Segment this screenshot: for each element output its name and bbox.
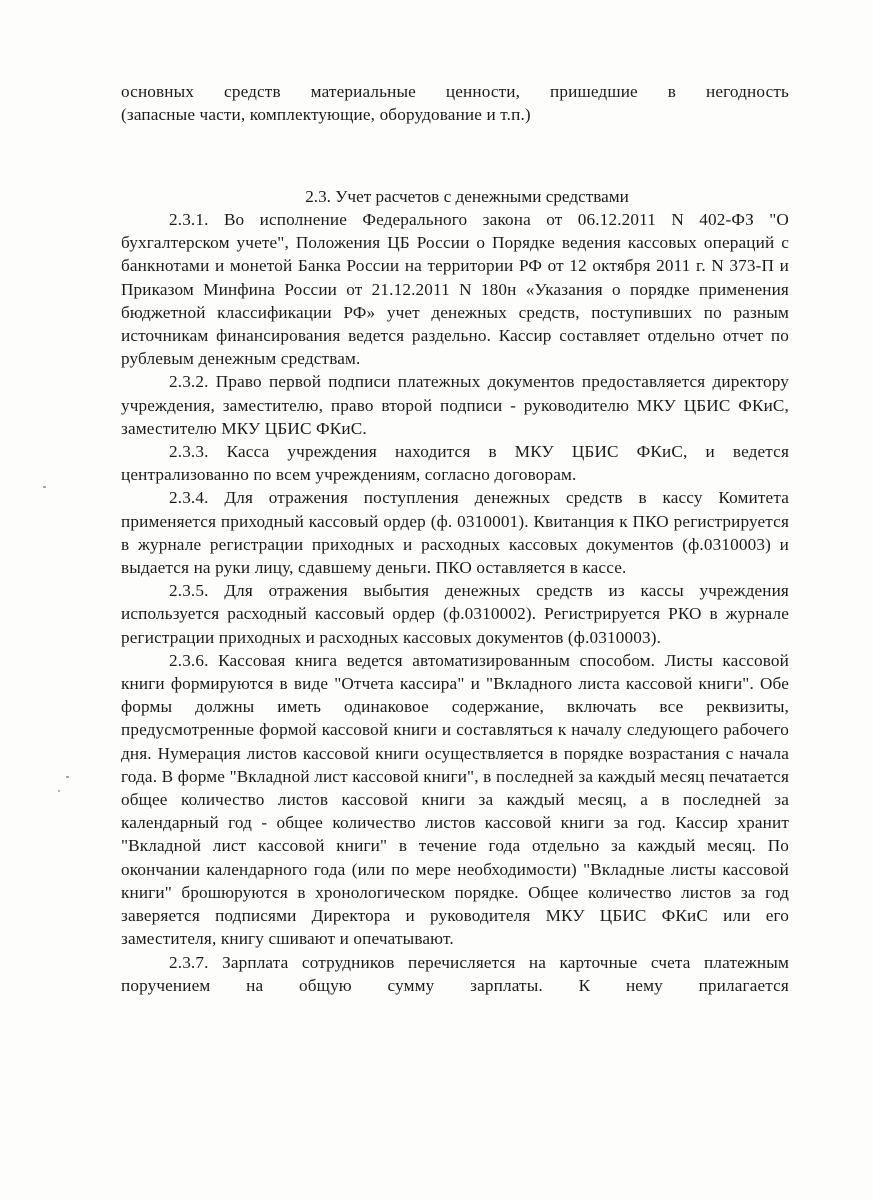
scan-speck — [43, 486, 46, 488]
paragraph-2-3-3: 2.3.3. Касса учреждения находится в МКУ ЦБИС ФКиС, и ведется централизованно по всем учреждениям, согласно договорам. — [121, 442, 789, 485]
paragraph-2-3-2: 2.3.2. Право первой подписи платежных документов предоставляется директору учреждения, заместителю, право второй подписи - руководителю МКУ ЦБИС ФКиС, заместителю МКУ ЦБИС ФКиС. — [121, 372, 789, 438]
paragraph-2-3-5: 2.3.5. Для отражения выбытия денежных средств из кассы учреждения используется расходный кассовый ордер (ф.0310002). Регистрируется РКО в журнале регистрации приходных и расходных кассовых документов (ф.0310003). — [121, 581, 789, 647]
scan-speck — [66, 776, 69, 778]
scan-speck — [58, 790, 60, 792]
paragraph-2-3-4: 2.3.4. Для отражения поступления денежных средств в кассу Комитета применяется приходный кассовый ордер (ф. 0310001). Квитанция к ПКО регистрируется в журнале регистрации приходных и расходных кассовых документов (ф.0310003) и выдается на руки лицу, сдавшему деньги. ПКО оставляется в кассе. — [121, 488, 789, 578]
intro-continuation — [121, 80, 789, 126]
intro-line-2: (запасные части, комплектующие, оборудование и т.п.) — [121, 105, 531, 125]
section-title: 2.3. Учет расчетов с денежными средствами — [305, 187, 629, 206]
paragraph-2-3-1: 2.3.1. Во исполнение Федерального закона от 06.12.2011 N 402-ФЗ "О бухгалтерском учете", Положения ЦБ России о Порядке ведения кассовых операций с банкнотами и монетой Банка России на территории РФ от 12 октября 2011 г. N 373-П и Приказом Минфина России от 21.12.2011 N 180н «Указания о порядке применения бюджетной классификации РФ» учет денежных средств, поступивших по разным источникам финансирования ведется раздельно. Кассир составляет отдельно отчет по рублевым денежным средствам. — [121, 210, 789, 369]
section-body — [121, 208, 789, 997]
intro-line-1: основных средств материальные ценности, пришедшие в негодность — [121, 82, 789, 101]
paragraph-2-3-7: 2.3.7. Зарплата сотрудников перечисляется на карточные счета платежным поручением на общую сумму зарплаты. К нему прилагается — [121, 952, 789, 995]
paragraph-2-3-6: 2.3.6. Кассовая книга ведется автоматизированным способом. Листы кассовой книги формируются в виде "Отчета кассира" и "Вкладного листа кассовой книги". Обе формы должны иметь одинаковое содержание, включать все реквизиты, предусмотренные формой кассовой книги и составляться к началу следующего рабочего дня. Нумерация листов кассовой книги осуществляется в порядке возрастания с начала года. В форме "Вкладной лист кассовой книги", в последней за каждый месяц печатается общее количество листов кассовой книги за каждый месяц, а в последней за календарный год - общее количество листов кассовой книги за год. Кассир хранит "Вкладной лист кассовой книги" в течение года отдельно за каждый месяц. По окончании календарного года (или по мере необходимости) "Вкладные листы кассовой книги" брошюруются в хронологическом порядке. Общее количество листов за год заверяется подписями Директора и руководителя МКУ ЦБИС ФКиС или его заместителя, книгу сшивают и опечатывают. — [121, 650, 789, 949]
